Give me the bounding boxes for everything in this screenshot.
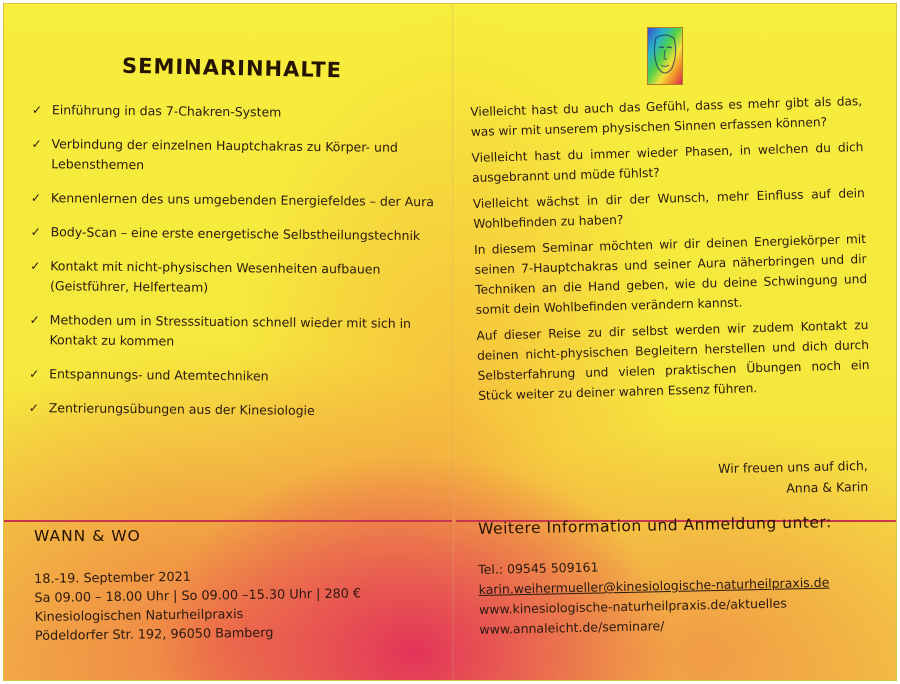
topic-item	[29, 364, 439, 388]
checkmark-icon: ✓	[29, 366, 40, 382]
topic-text: Entspannungs- und Atemtechniken	[49, 366, 269, 384]
topic-item	[31, 134, 441, 178]
checkmark-icon: ✓	[30, 224, 41, 240]
topic-text: Verbindung der einzelnen Hauptchakras zu Körper- und Lebensthemen	[51, 136, 398, 173]
checkmark-icon: ✓	[30, 190, 42, 206]
topic-text: Methoden um in Stresssituation schnell wieder mit sich in Kontakt zu kommen	[49, 312, 412, 349]
topic-item	[29, 310, 439, 354]
event-address: Pödeldorfer Str. 192, 96050 Bamberg	[34, 625, 274, 644]
topic-item	[31, 188, 441, 212]
signoff-greeting: Wir freuen uns auf dich,	[718, 457, 868, 477]
checkmark-icon: ✓	[28, 400, 39, 416]
divider-line-left	[4, 520, 452, 522]
topic-text: Zentrierungsübungen aus der Kinesiologie	[48, 400, 315, 418]
topic-list	[29, 100, 442, 436]
phone-number: Tel.: 09545 509161	[478, 559, 599, 577]
checkmark-icon: ✓	[31, 102, 43, 118]
website-link-aktuelles[interactable]: www.kinesiologische-naturheilpraxis.de/aktuelles	[478, 595, 788, 617]
event-times-price: Sa 09.00 – 18.00 Uhr | So 09.00 –15.30 Uhr | 280 €	[34, 586, 362, 606]
intro-paragraph: Auf dieser Reise zu dir selbst werden wir zudem Kontakt zu deinen nicht-physischen Begleitern herstellen und dich durch Selbsterfahrung und vielen praktischen Übungen noch ein Stück weiter zu deiner wahren Essenz führen.	[476, 317, 870, 403]
topic-text: Kennenlernen des uns umgebenden Energiefeldes – der Aura	[50, 190, 435, 210]
intro-paragraph: Vielleicht hast du immer wieder Phasen, in welchen du dich ausgebrannt und müde fühlst?	[471, 140, 864, 185]
rainbow-face-logo-icon	[647, 27, 683, 85]
intro-paragraph: In diesem Seminar möchten wir dir deinen Energiekörper mit seinen 7-Hauptchakras und seiner Aura näherbringen und dir Techniken an die Hand geben, wie du deine Schwingung und somit dein Wohlbefinden verändern kannst.	[473, 231, 868, 317]
intro-paragraph: Vielleicht wächst in dir der Wunsch, mehr Einfluss auf dein Wohlbefinden zu haben?	[472, 186, 865, 231]
topic-item	[32, 100, 442, 124]
signoff	[668, 455, 869, 501]
page-fold	[452, 4, 454, 680]
topic-item	[30, 256, 440, 300]
seminar-brochure	[3, 3, 897, 681]
intro-paragraph: Vielleicht hast du auch das Gefühl, dass es mehr gibt als das, was wir mit unserem physischen Sinnen erfassen können?	[470, 94, 863, 139]
event-venue: Kinesiologischen Naturheilpraxis	[34, 607, 244, 625]
event-date: 18.-19. September 2021	[34, 569, 191, 587]
info-heading: Weitere Information und Anmeldung unter:	[478, 513, 832, 538]
topic-text: Einführung in das 7-Chakren-System	[51, 102, 282, 120]
checkmark-icon: ✓	[29, 312, 40, 328]
when-where-heading: WANN & WO	[34, 527, 141, 545]
contact-details	[478, 552, 880, 640]
checkmark-icon: ✓	[31, 136, 42, 152]
checkmark-icon: ✓	[30, 258, 41, 274]
topic-text: Body-Scan – eine erste energetische Selbstheilungstechnik	[50, 224, 421, 244]
intro-text	[470, 91, 871, 412]
seminar-contents-title: SEMINARINHALTE	[121, 53, 343, 83]
topic-text: Kontakt mit nicht-physischen Wesenheiten aufbauen (Geistführer, Helferteam)	[49, 258, 381, 295]
topic-item	[31, 222, 441, 246]
when-where-details	[34, 564, 445, 646]
topic-item	[29, 398, 439, 422]
signoff-names: Anna & Karin	[786, 478, 869, 496]
email-link[interactable]: karin.weihermueller@kinesiologische-naturheilpraxis.de	[478, 574, 830, 597]
website-link-seminare[interactable]: www.annaleicht.de/seminare/	[479, 618, 665, 637]
